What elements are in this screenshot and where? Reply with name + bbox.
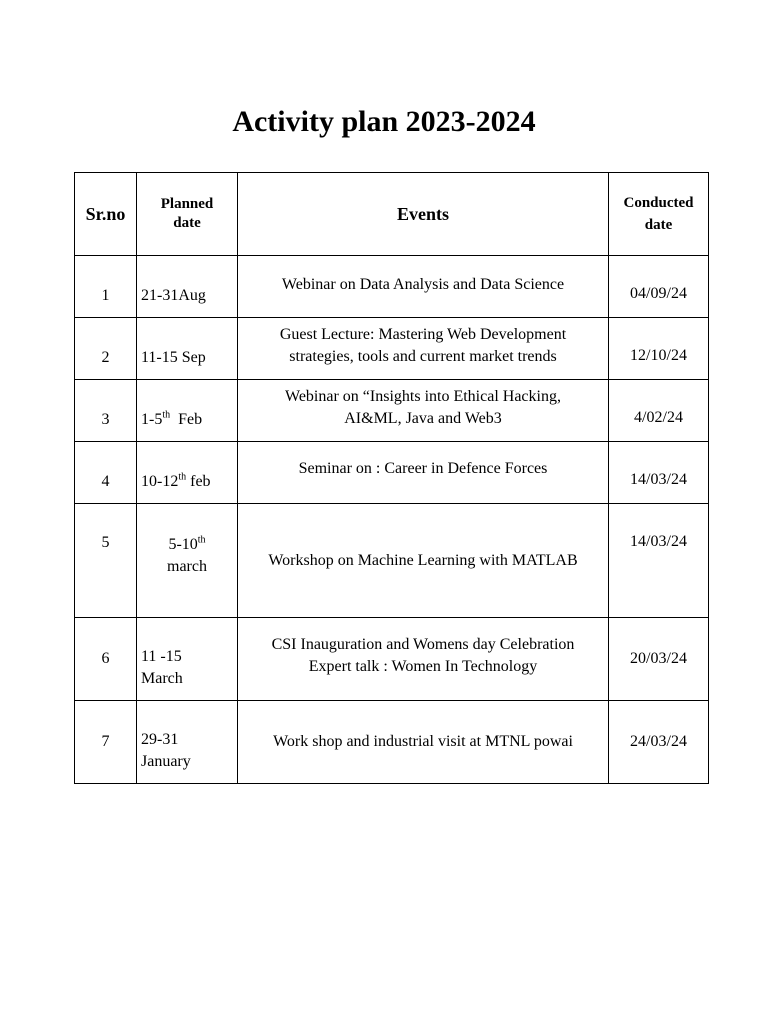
row-planned-date xyxy=(137,442,238,504)
row-event xyxy=(238,380,609,442)
row-event-line2: strategies, tools and current market trends xyxy=(289,348,557,365)
row-event-line1: Webinar on Data Analysis and Data Science xyxy=(281,276,565,293)
row-event-line1: Work shop and industrial visit at MTNL powai xyxy=(273,733,573,750)
row-sr: 3 xyxy=(75,380,137,442)
row-event-line2: AI&ML, Java and Web3 xyxy=(344,410,502,427)
row-sr: 1 xyxy=(75,256,137,318)
row-event-line1: Guest Lecture: Mastering Web Development xyxy=(279,326,567,343)
row-planned-line2: March xyxy=(141,670,183,687)
row-sr: 4 xyxy=(75,442,137,504)
row-event xyxy=(238,701,609,784)
table-row xyxy=(75,701,709,784)
table-header-row xyxy=(75,173,709,256)
row-planned-line1: 29-31 xyxy=(141,731,179,748)
row-planned-date: 21-31Aug xyxy=(137,256,238,318)
table-row xyxy=(75,318,709,380)
table-row xyxy=(75,618,709,701)
row-planned-date xyxy=(137,701,238,784)
header-conducted-date xyxy=(609,173,709,256)
row-planned-sup: th xyxy=(162,409,171,421)
row-sr: 5 xyxy=(75,504,137,618)
row-event xyxy=(238,442,609,504)
row-planned-line2: march xyxy=(167,558,207,575)
row-sr: 6 xyxy=(75,618,137,701)
row-planned-line1: 11 -15 xyxy=(141,648,182,665)
row-planned-date xyxy=(137,504,238,618)
row-event-line1: Webinar on “Insights into Ethical Hacking, xyxy=(285,388,561,405)
row-event xyxy=(238,318,609,380)
row-event xyxy=(238,504,609,618)
table-row xyxy=(75,504,709,618)
table-row xyxy=(75,256,709,318)
header-planned-line2: date xyxy=(173,215,201,231)
table-row xyxy=(75,380,709,442)
header-conducted-line1: Conducted xyxy=(623,195,694,211)
header-events: Events xyxy=(238,173,609,256)
row-conducted-date: 12/10/24 xyxy=(609,318,709,380)
header-planned-line1: Planned xyxy=(160,196,214,212)
row-planned-date xyxy=(137,618,238,701)
activity-table xyxy=(74,172,709,784)
row-conducted-date: 24/03/24 xyxy=(609,701,709,784)
row-planned-line2: January xyxy=(141,753,191,770)
row-conducted-date: 14/03/24 xyxy=(609,504,709,618)
row-event-line1: Workshop on Machine Learning with MATLAB xyxy=(268,551,578,569)
page-title: Activity plan 2023-2024 xyxy=(232,105,536,138)
row-planned-sup: th xyxy=(178,471,187,483)
row-planned-pre: 1-5 xyxy=(141,411,163,428)
row-sr: 2 xyxy=(75,318,137,380)
row-planned-post: Feb xyxy=(170,411,203,428)
row-planned-pre: 10-12 xyxy=(141,473,179,490)
row-sr: 7 xyxy=(75,701,137,784)
header-sr-no: Sr.no xyxy=(75,173,137,256)
row-planned-date: 11-15 Sep xyxy=(137,318,238,380)
row-planned-date xyxy=(137,380,238,442)
table-row xyxy=(75,442,709,504)
row-conducted-date: 20/03/24 xyxy=(609,618,709,701)
row-event xyxy=(238,618,609,701)
row-planned-line1 xyxy=(141,534,233,556)
row-event-line2: Expert talk : Women In Technology xyxy=(308,658,538,675)
row-planned-post: feb xyxy=(186,473,211,490)
row-conducted-date: 4/02/24 xyxy=(609,380,709,442)
row-event-line1: Seminar on : Career in Defence Forces xyxy=(298,460,548,477)
row-conducted-date: 04/09/24 xyxy=(609,256,709,318)
header-conducted-line2: date xyxy=(644,217,673,233)
row-planned-sup: th xyxy=(197,534,206,546)
row-event-line1: CSI Inauguration and Womens day Celebration xyxy=(271,636,575,653)
header-planned-date xyxy=(137,173,238,256)
row-conducted-date: 14/03/24 xyxy=(609,442,709,504)
row-event xyxy=(238,256,609,318)
row-planned-pre: 5-10 xyxy=(168,536,198,553)
